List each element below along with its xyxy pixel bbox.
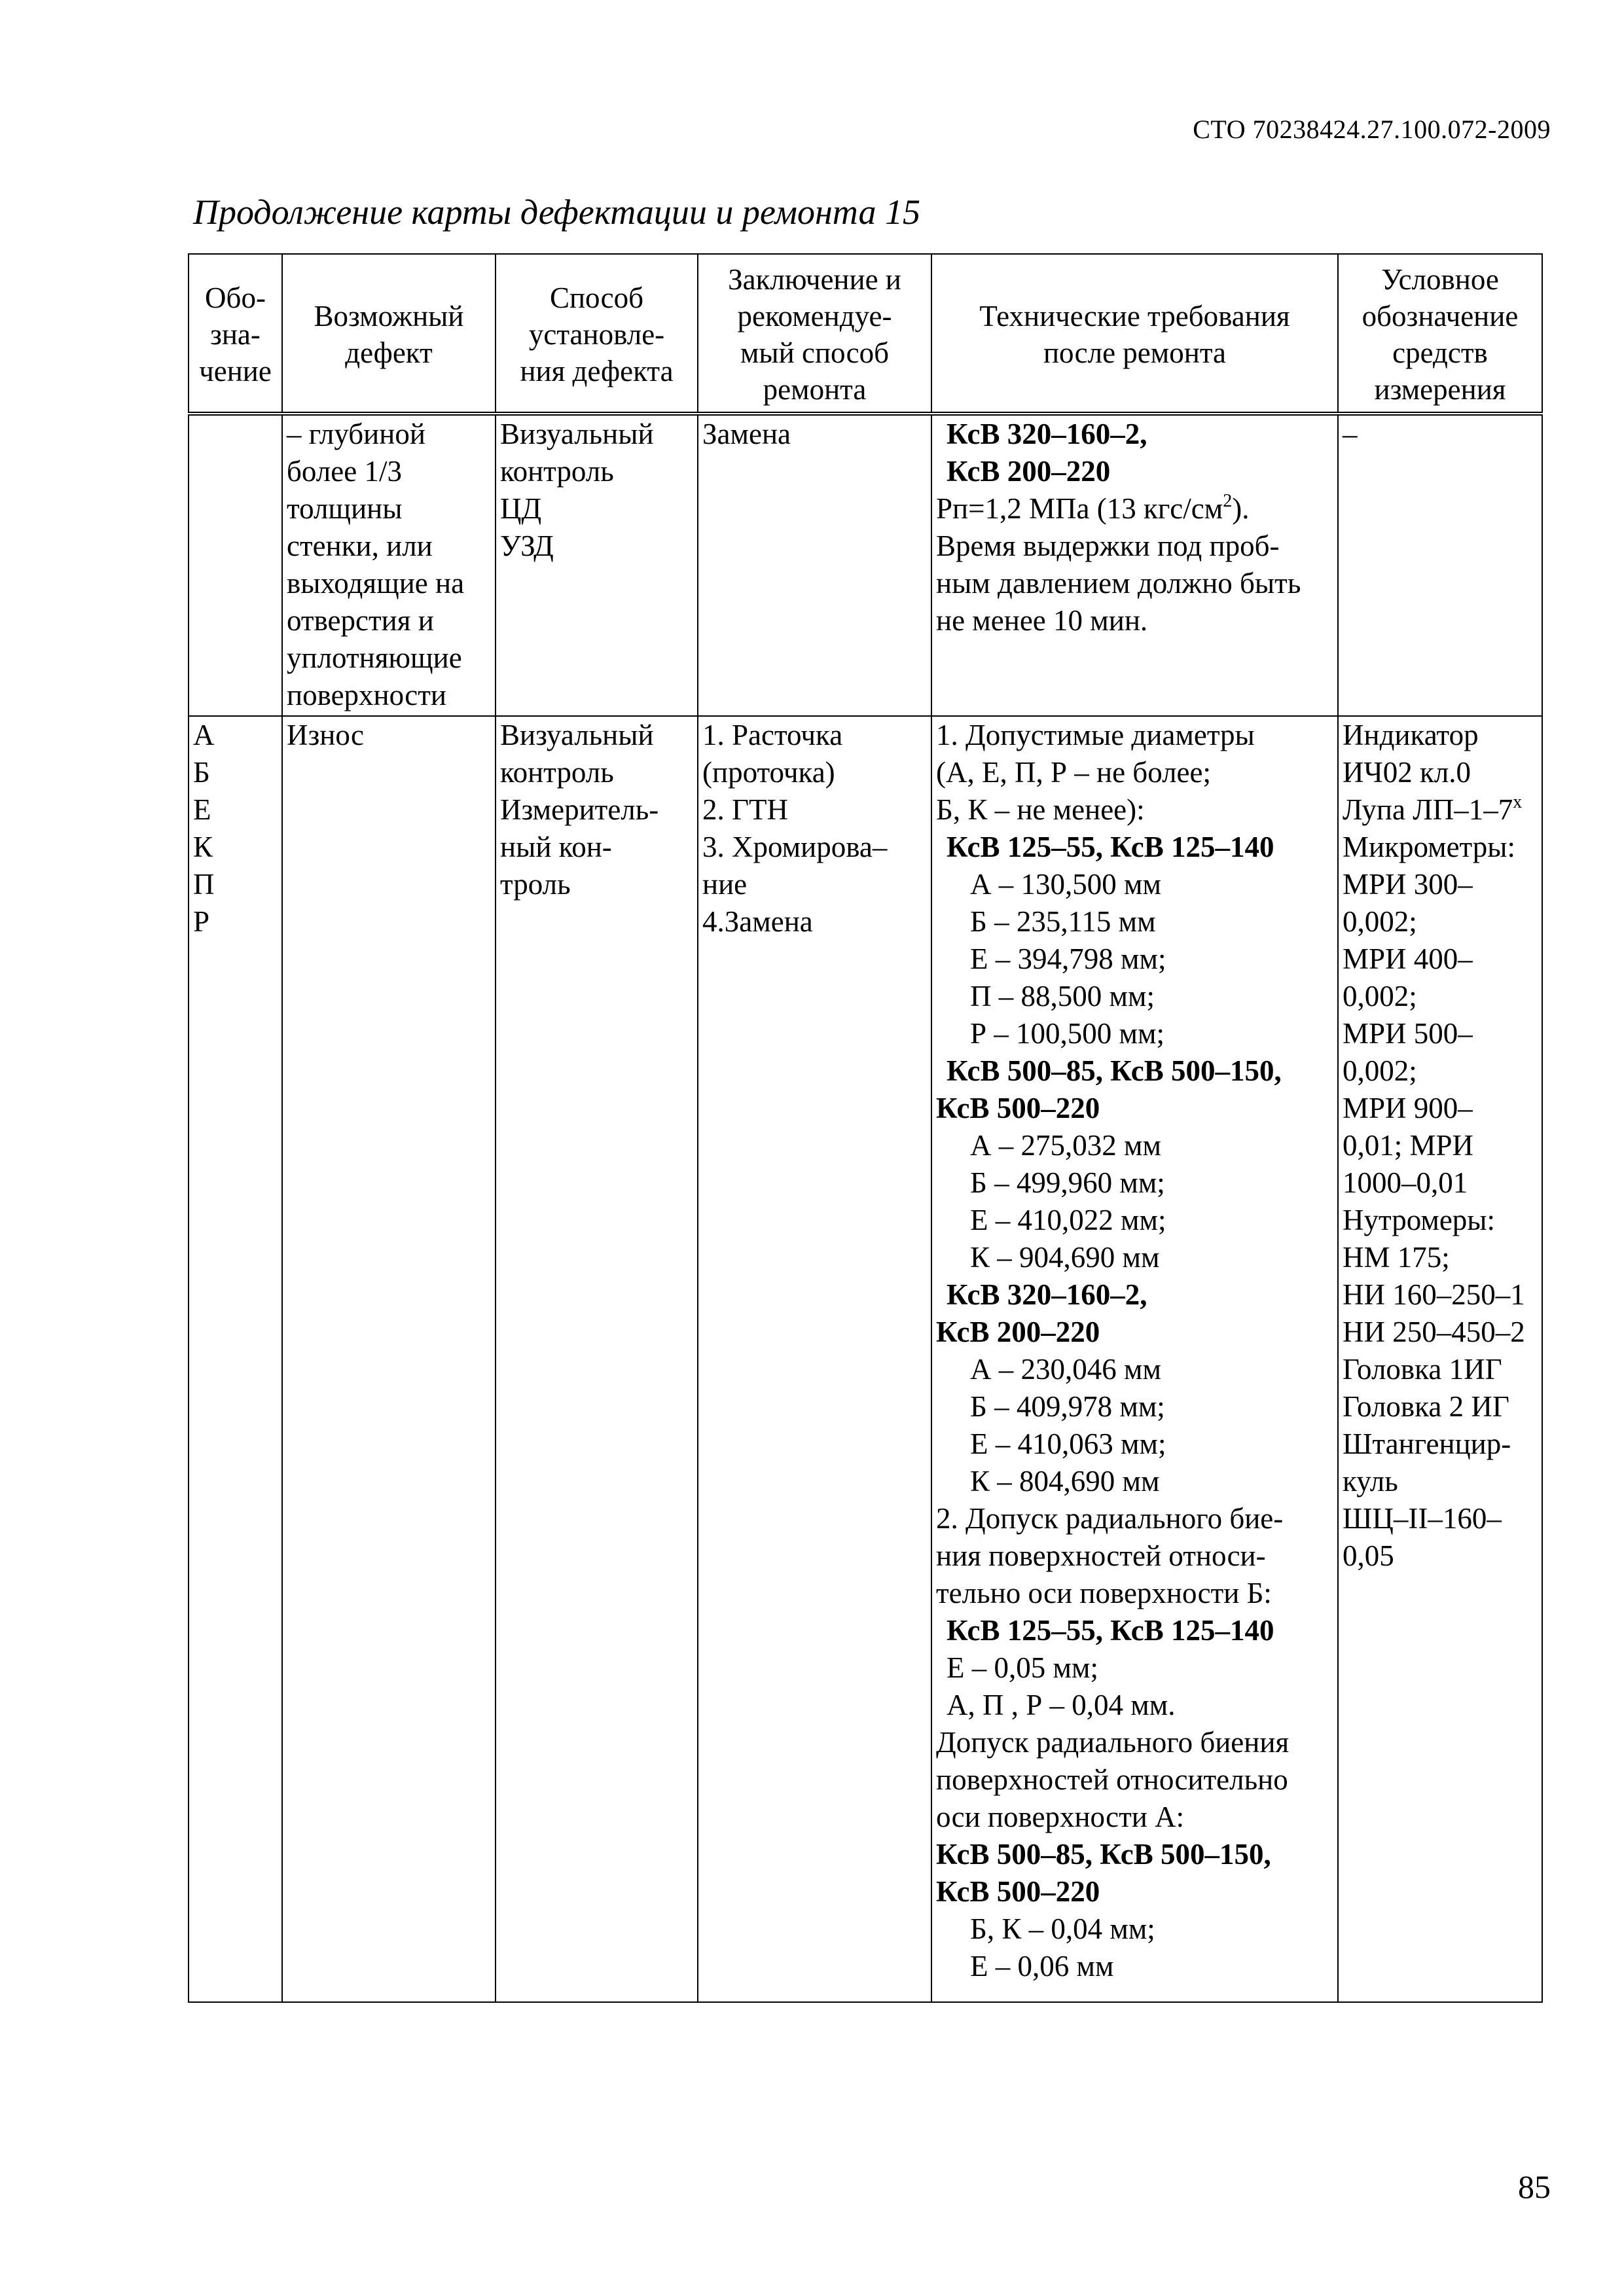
cell-defect xyxy=(282,716,496,2002)
text-line: КсВ 500–85, КсВ 500–150, xyxy=(947,1054,1282,1087)
cell-detection-method xyxy=(496,716,698,2002)
text-line: Е – 0,06 мм xyxy=(970,1950,1114,1982)
text-line: К – 804,690 мм xyxy=(970,1465,1160,1498)
text-line: 0,002; xyxy=(1343,1054,1417,1087)
diameter-values xyxy=(936,866,1333,1052)
model-label xyxy=(936,1836,1333,1910)
text-line: более 1/3 xyxy=(287,455,402,488)
runout-intro xyxy=(936,1724,1333,1836)
text-line: Заключение и xyxy=(728,263,901,296)
text-line: Визуальный xyxy=(500,418,654,450)
text-line: Р – 100,500 мм; xyxy=(970,1017,1164,1050)
text-line: П – 88,500 мм; xyxy=(970,980,1155,1013)
runout-intro xyxy=(936,1500,1333,1612)
document-code: СТО 70238424.27.100.072-2009 xyxy=(1193,115,1551,144)
table-header-row xyxy=(189,254,1542,414)
text-line: Допуск радиального биения xyxy=(936,1726,1290,1759)
text-line: КсВ 500–220 xyxy=(936,1092,1100,1124)
text-line: А xyxy=(193,719,215,751)
model-label: КсВ 200–220 xyxy=(947,455,1111,488)
text-line: Технические требования xyxy=(979,300,1290,332)
text-line: 2. Допуск радиального бие- xyxy=(936,1502,1284,1535)
text-line: 3. Хромирова– xyxy=(702,831,888,863)
text-line: отверстия и xyxy=(287,604,434,637)
text-line: – глубиной xyxy=(287,418,425,450)
text-line: 1. Допустимые диаметры xyxy=(936,719,1255,751)
text-line: толщины xyxy=(287,492,403,525)
text-line: К xyxy=(193,831,213,863)
text-line: НИ 250–450–2 xyxy=(1343,1316,1525,1348)
text-line: ремонта xyxy=(763,373,867,406)
model-label xyxy=(936,1052,1333,1127)
text-line: Б – 499,960 мм; xyxy=(970,1166,1165,1199)
text-line: Головка 2 ИГ xyxy=(1343,1390,1509,1423)
text-line: Нутромеры: xyxy=(1343,1204,1496,1236)
text-line: Способ xyxy=(549,281,644,314)
text-line: 1000–0,01 xyxy=(1343,1166,1468,1199)
test-pressure: Рп=1,2 МПа (13 кгс/$см^2$). xyxy=(936,491,1250,525)
text-line: Обо- xyxy=(205,281,266,314)
text-line: ЦД xyxy=(500,492,542,525)
table-row xyxy=(189,414,1542,716)
text-line: Замена xyxy=(702,418,791,450)
header-instruments xyxy=(1338,254,1542,414)
text-line: Е xyxy=(193,793,211,826)
text-line: средств xyxy=(1392,336,1488,369)
text-line: Возможный xyxy=(314,300,464,332)
table-row xyxy=(189,716,1542,2002)
text-line: установле- xyxy=(528,318,665,351)
text-line: не менее 10 мин. xyxy=(936,604,1148,637)
text-line: ИЧ02 кл.0 xyxy=(1343,756,1471,789)
header-defect xyxy=(282,254,496,414)
text-line: 0,002; xyxy=(1343,980,1417,1013)
text-line: МРИ 500– xyxy=(1343,1017,1473,1050)
header-conclusion xyxy=(698,254,931,414)
text-line: измерения xyxy=(1374,373,1506,406)
text-line: рекомендуе- xyxy=(737,300,892,332)
text-line: чение xyxy=(199,355,272,387)
text-line: тельно оси поверхности Б: xyxy=(936,1577,1272,1609)
model-label xyxy=(936,1612,1333,1649)
text-line: мый способ xyxy=(740,336,890,369)
text-line: Измеритель- xyxy=(500,793,659,826)
text-line: (А, Е, П, Р – не более; xyxy=(936,756,1212,789)
diameter-values xyxy=(936,1127,1333,1276)
text-line: Микрометры: xyxy=(1343,831,1516,863)
header-detection-method xyxy=(496,254,698,414)
text-line: А, П , Р – 0,04 мм. xyxy=(947,1689,1176,1721)
cell-defect xyxy=(282,414,496,716)
text-line: КсВ 500–220 xyxy=(936,1875,1100,1908)
cell-instruments xyxy=(1338,716,1542,2002)
text-line: НМ 175; xyxy=(1343,1241,1450,1274)
header-requirements xyxy=(931,254,1338,414)
text-line: НИ 160–250–1 xyxy=(1343,1278,1525,1311)
text-line: 2. ГТН xyxy=(702,793,789,826)
text-line: Индикатор xyxy=(1343,719,1479,751)
text-line: ния поверхностей относи- xyxy=(936,1539,1266,1572)
text-line: КсВ 500–85, КсВ 500–150, xyxy=(936,1838,1271,1871)
cell-designation xyxy=(189,716,282,2002)
text-line: ный кон- xyxy=(500,831,612,863)
text-line: ние xyxy=(702,868,748,901)
text-line: поверхности xyxy=(287,679,446,711)
text-line: дефект xyxy=(345,336,433,369)
text-line: ния дефекта xyxy=(520,355,674,387)
text-line: Е – 410,022 мм; xyxy=(970,1204,1166,1236)
text-line: Б – 409,978 мм; xyxy=(970,1390,1165,1423)
table-caption: Продолжение карты дефектации и ремонта 15 xyxy=(193,192,920,232)
text-line: обозначение xyxy=(1362,300,1519,332)
text-line: куль xyxy=(1343,1465,1398,1498)
cell-requirements xyxy=(931,716,1338,2002)
runout-values xyxy=(936,1910,1333,1985)
cell-conclusion xyxy=(698,716,931,2002)
text-line: Б, К – не менее): xyxy=(936,793,1145,826)
runout-values xyxy=(936,1649,1333,1724)
text-line: УЗД xyxy=(500,529,554,562)
text-line: (проточка) xyxy=(702,756,835,789)
text-line: уплотняющие xyxy=(287,641,462,674)
text-line: выходящие на xyxy=(287,567,465,600)
text-line: Е – 394,798 мм; xyxy=(970,942,1166,975)
text-line: 0,05 xyxy=(1343,1539,1394,1572)
text-line: поверхностей относительно xyxy=(936,1763,1288,1796)
page-number: 85 xyxy=(1518,2168,1551,2205)
text-line: контроль xyxy=(500,455,614,488)
cell-instruments xyxy=(1338,414,1542,716)
cell-detection-method xyxy=(496,414,698,716)
text-line: Е – 0,05 мм; xyxy=(947,1651,1098,1684)
model-label: КсВ 320–160–2, xyxy=(947,418,1147,450)
defect-repair-table xyxy=(188,253,1543,2003)
text-line: Р xyxy=(193,905,210,938)
text-line: троль xyxy=(500,868,571,901)
diameters-intro xyxy=(936,717,1333,829)
text-line: 0,01; МРИ xyxy=(1343,1129,1474,1162)
text-line: стенки, или xyxy=(287,529,433,562)
text-line: 0,002; xyxy=(1343,905,1417,938)
cell-designation xyxy=(189,414,282,716)
text-line: Б xyxy=(193,756,210,789)
text-line: после ремонта xyxy=(1043,336,1227,369)
text-line: Головка 1ИГ xyxy=(1343,1353,1502,1386)
text-line: ШЦ–II–160– xyxy=(1343,1502,1502,1535)
text-line: Е – 410,063 мм; xyxy=(970,1427,1166,1460)
cell-conclusion xyxy=(698,414,931,716)
instrument-list xyxy=(1343,717,1538,791)
requirements-text xyxy=(936,528,1333,639)
text-line: П xyxy=(193,868,215,901)
text-line: 4.Замена xyxy=(702,905,813,938)
text-line: А – 230,046 мм xyxy=(970,1353,1161,1386)
text-line: КсВ 125–55, КсВ 125–140 xyxy=(947,831,1274,863)
text-line: КсВ 200–220 xyxy=(936,1316,1100,1348)
text-line: ным давлением должно быть xyxy=(936,567,1301,600)
text-line: Визуальный xyxy=(500,719,654,751)
text-line: Условное xyxy=(1381,263,1499,296)
text-line: МРИ 400– xyxy=(1343,942,1473,975)
instrument-list xyxy=(1343,829,1538,1575)
header-designation xyxy=(189,254,282,414)
model-label xyxy=(936,1276,1333,1351)
loupe-instrument: Лупа $ЛП-1-7^х$ xyxy=(1343,792,1523,826)
text-line: зна- xyxy=(210,318,261,351)
text-line: МРИ 900– xyxy=(1343,1092,1473,1124)
text-line: КсВ 320–160–2, xyxy=(947,1278,1147,1311)
text-line: К – 904,690 мм xyxy=(970,1241,1160,1274)
text-line: Б – 235,115 мм xyxy=(970,905,1156,938)
diameter-values xyxy=(936,1351,1333,1500)
text-line: МРИ 300– xyxy=(1343,868,1473,901)
text-line: КсВ 125–55, КсВ 125–140 xyxy=(947,1614,1274,1647)
text-line: Износ xyxy=(287,719,364,751)
text-line: А – 275,032 мм xyxy=(970,1129,1161,1162)
text-line: 1. Расточка xyxy=(702,719,843,751)
text-line: контроль xyxy=(500,756,614,789)
text-line: Время выдержки под проб- xyxy=(936,529,1280,562)
text-line: Б, К – 0,04 мм; xyxy=(970,1912,1155,1945)
cell-requirements xyxy=(931,414,1338,716)
text-line: оси поверхности А: xyxy=(936,1801,1185,1833)
text-line: – xyxy=(1343,418,1358,450)
text-line: Штангенцир- xyxy=(1343,1427,1511,1460)
model-label xyxy=(936,829,1333,866)
text-line: А – 130,500 мм xyxy=(970,868,1161,901)
